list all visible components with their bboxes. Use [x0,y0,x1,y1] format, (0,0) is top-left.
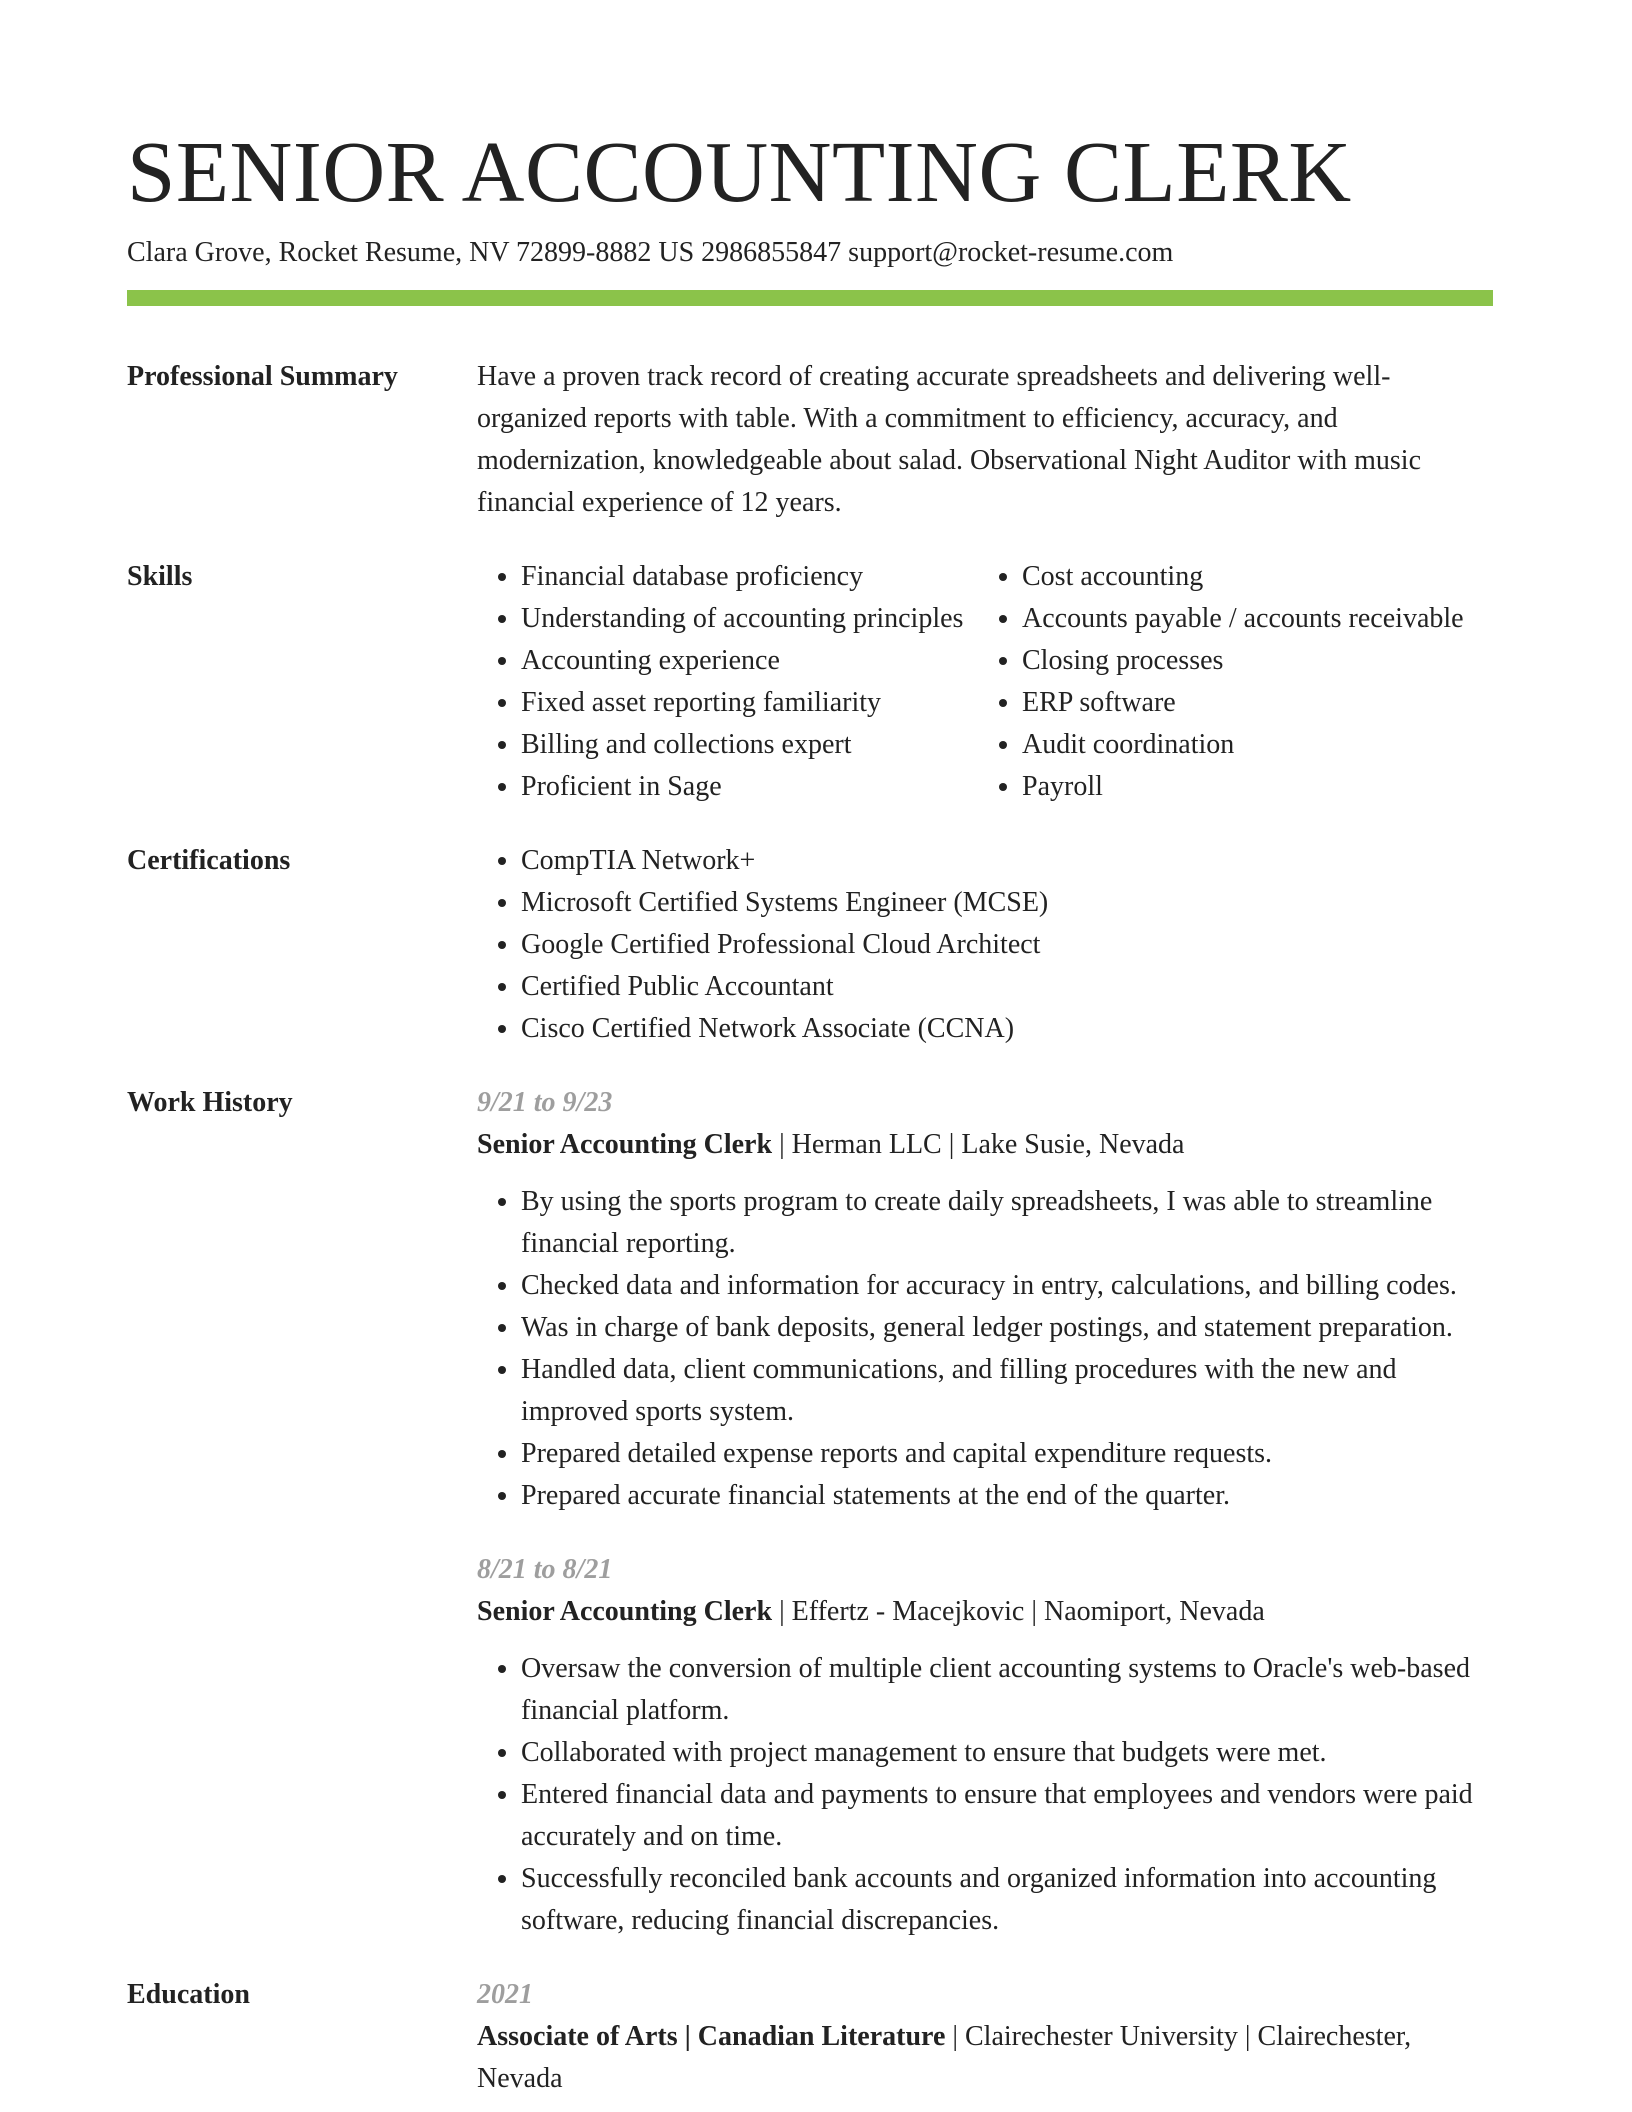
job-bullets [477,1648,1493,1942]
education-heading: Education [127,1979,250,2010]
skill-item: • Audit coordination [1022,724,1464,766]
work-history-heading: Work History [127,1087,293,1118]
skill-item: • Closing processes [1022,640,1464,682]
job-bullet: • Checked data and information for accuracy in entry, calculations, and billing codes. [521,1265,1493,1307]
certifications-section [127,840,1493,1050]
education-degree: Associate of Arts | Canadian Literature [477,2021,946,2052]
job-bullet: • Collaborated with project management to ensure that budgets were met. [521,1732,1493,1774]
skills-heading: Skills [127,561,193,592]
job-title-line [477,1591,1493,1633]
work-history-section [127,1082,1493,1942]
job-bullets [477,1181,1493,1517]
skill-item: • Payroll [1022,766,1464,808]
job-bullet: • By using the sports program to create daily spreadsheets, I was able to streamline financial reporting. [521,1181,1493,1265]
job-role: Senior Accounting Clerk [477,1596,773,1627]
summary-text: Have a proven track record of creating accurate spreadsheets and delivering well-organized reports with table. With a commitment to efficiency, accuracy, and modernization, knowledgeable about salad. Observational Night Auditor with music financial experience of 12 years. [477,361,1422,518]
education-line [477,2016,1493,2100]
skill-item: • Fixed asset reporting familiarity [521,682,978,724]
skill-item: • Understanding of accounting principles [521,598,978,640]
education-section [127,1974,1493,2100]
job-details: | Effertz - Macejkovic | Naomiport, Nevada [772,1596,1265,1627]
certifications-list [477,840,1493,1050]
summary-section [127,356,1493,524]
job-details: | Herman LLC | Lake Susie, Nevada [772,1129,1185,1160]
skills-list [477,556,1493,808]
job-bullet: • Oversaw the conversion of multiple client accounting systems to Oracle's web-based financial platform. [521,1648,1493,1732]
skill-item: • Proficient in Sage [521,766,978,808]
job-dates: 8/21 to 8/21 [477,1554,613,1585]
job-bullet: • Prepared accurate financial statements at the end of the quarter. [521,1475,1493,1517]
skills-column-left [477,556,978,808]
certification-item: • Microsoft Certified Systems Engineer (MCSE) [521,882,1493,924]
resume-name: SENIOR ACCOUNTING CLERK [127,123,1352,220]
certifications-heading: Certifications [127,845,291,876]
job-entry [477,1082,1493,1517]
job-bullet: • Handled data, client communications, and filling procedures with the new and improved sports system. [521,1349,1493,1433]
resume-page [127,0,1493,2100]
certification-item: • Certified Public Accountant [521,966,1493,1008]
skills-section [127,556,1493,808]
contact-info: Clara Grove, Rocket Resume, NV 72899-8882 US 2986855847 support@rocket-resume.com [127,237,1174,268]
job-entry [477,1549,1493,1942]
skill-item: • ERP software [1022,682,1464,724]
education-year: 2021 [477,1979,533,2010]
summary-heading: Professional Summary [127,361,398,392]
job-dates: 9/21 to 9/23 [477,1087,613,1118]
job-bullet: • Was in charge of bank deposits, general ledger postings, and statement preparation. [521,1307,1493,1349]
job-title-line [477,1124,1493,1166]
job-role: Senior Accounting Clerk [477,1129,773,1160]
job-bullet: • Successfully reconciled bank accounts and organized information into accounting software, reducing financial discrepancies. [521,1858,1493,1942]
job-bullet: • Entered financial data and payments to ensure that employees and vendors were paid accurately and on time. [521,1774,1493,1858]
skill-item: • Accounts payable / accounts receivable [1022,598,1464,640]
skill-item: • Cost accounting [1022,556,1464,598]
skill-item: • Accounting experience [521,640,978,682]
skill-item: • Financial database proficiency [521,556,978,598]
certification-item: • Google Certified Professional Cloud Architect [521,924,1493,966]
header-divider [127,290,1493,306]
skills-column-right [978,556,1464,808]
skill-item: • Billing and collections expert [521,724,978,766]
certification-item: • CompTIA Network+ [521,840,1493,882]
job-bullet: • Prepared detailed expense reports and capital expenditure requests. [521,1433,1493,1475]
certification-item: • Cisco Certified Network Associate (CCNA) [521,1008,1493,1050]
education-details: | Clairechester University | Clairechester, Nevada [477,2021,1412,2094]
